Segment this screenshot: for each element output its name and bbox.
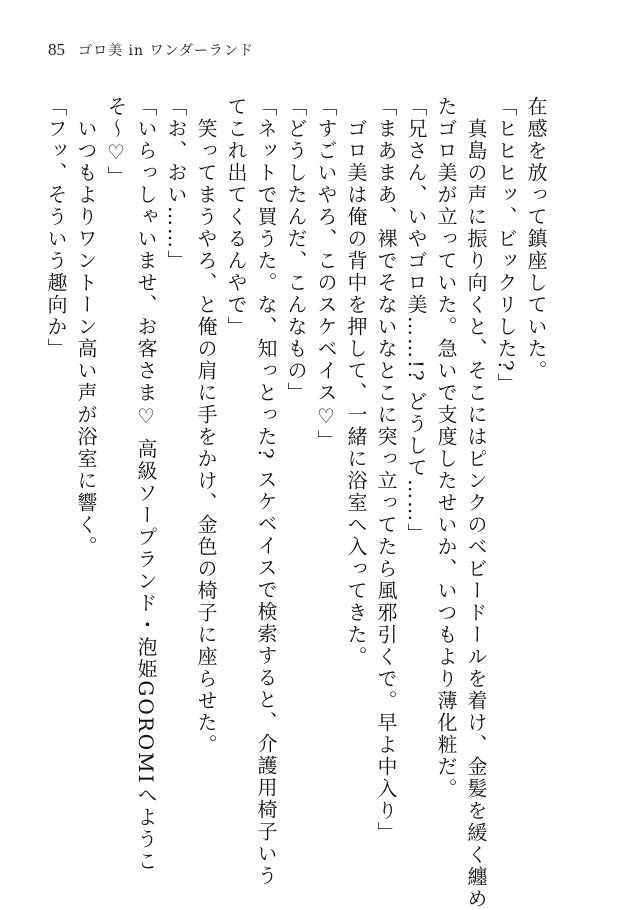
text-line: 真島の声に振り向くと、そこにはピンクのベビードールを着け、金髪を緩く纏め	[464, 96, 488, 910]
text-line: 在感を放って鎮座していた。	[524, 96, 548, 382]
text-line: 「まあまあ、裸でそないなとこに突っ立ってたら風邪引くで。早よ中入り」	[374, 96, 398, 844]
vertical-body-text	[41, 96, 551, 910]
text-line: 笑ってまうやろ、と俺の肩に手をかけ、金色の椅子に座らせた。	[194, 96, 218, 756]
text-line: 「どうしたんだ、こんなもの」	[284, 96, 308, 404]
text-line: たゴロ美が立っていた。急いで支度したせいか、いつもより薄化粧だ。	[434, 96, 458, 800]
text-line: そ〜♡」	[104, 96, 128, 188]
text-line: 「兄さん、いやゴロ美……!? どうして……」	[404, 96, 428, 546]
text-line: 「フッ、そういう趣向か」	[44, 96, 68, 360]
book-title: ゴロ美 in ワンダーランド	[78, 43, 254, 59]
text-line: 「すごいやろ、このスケベイス♡」	[314, 96, 338, 452]
text-line: いつもよりワントーン高い声が浴室に響く。	[74, 96, 98, 558]
text-line: 「お、おい……」	[164, 96, 188, 272]
text-line: ゴロ美は俺の背中を押して、一緒に浴室へ入ってきた。	[344, 96, 368, 668]
page-number: 85	[48, 40, 65, 59]
running-header	[48, 40, 254, 61]
text-line: 「ヒヒヒッ、ビックリした?」	[494, 96, 518, 395]
text-line: てこれ出てくるんやで」	[224, 96, 248, 338]
text-line: 「ネットで買うた。な、知っとった? スケベイスで検索すると、介護用椅子いう	[254, 96, 278, 888]
text-line: 「いらっしゃいませ、お客さま♡ 高級ソープランド・泡姫GOROMIへようこ	[134, 96, 158, 873]
